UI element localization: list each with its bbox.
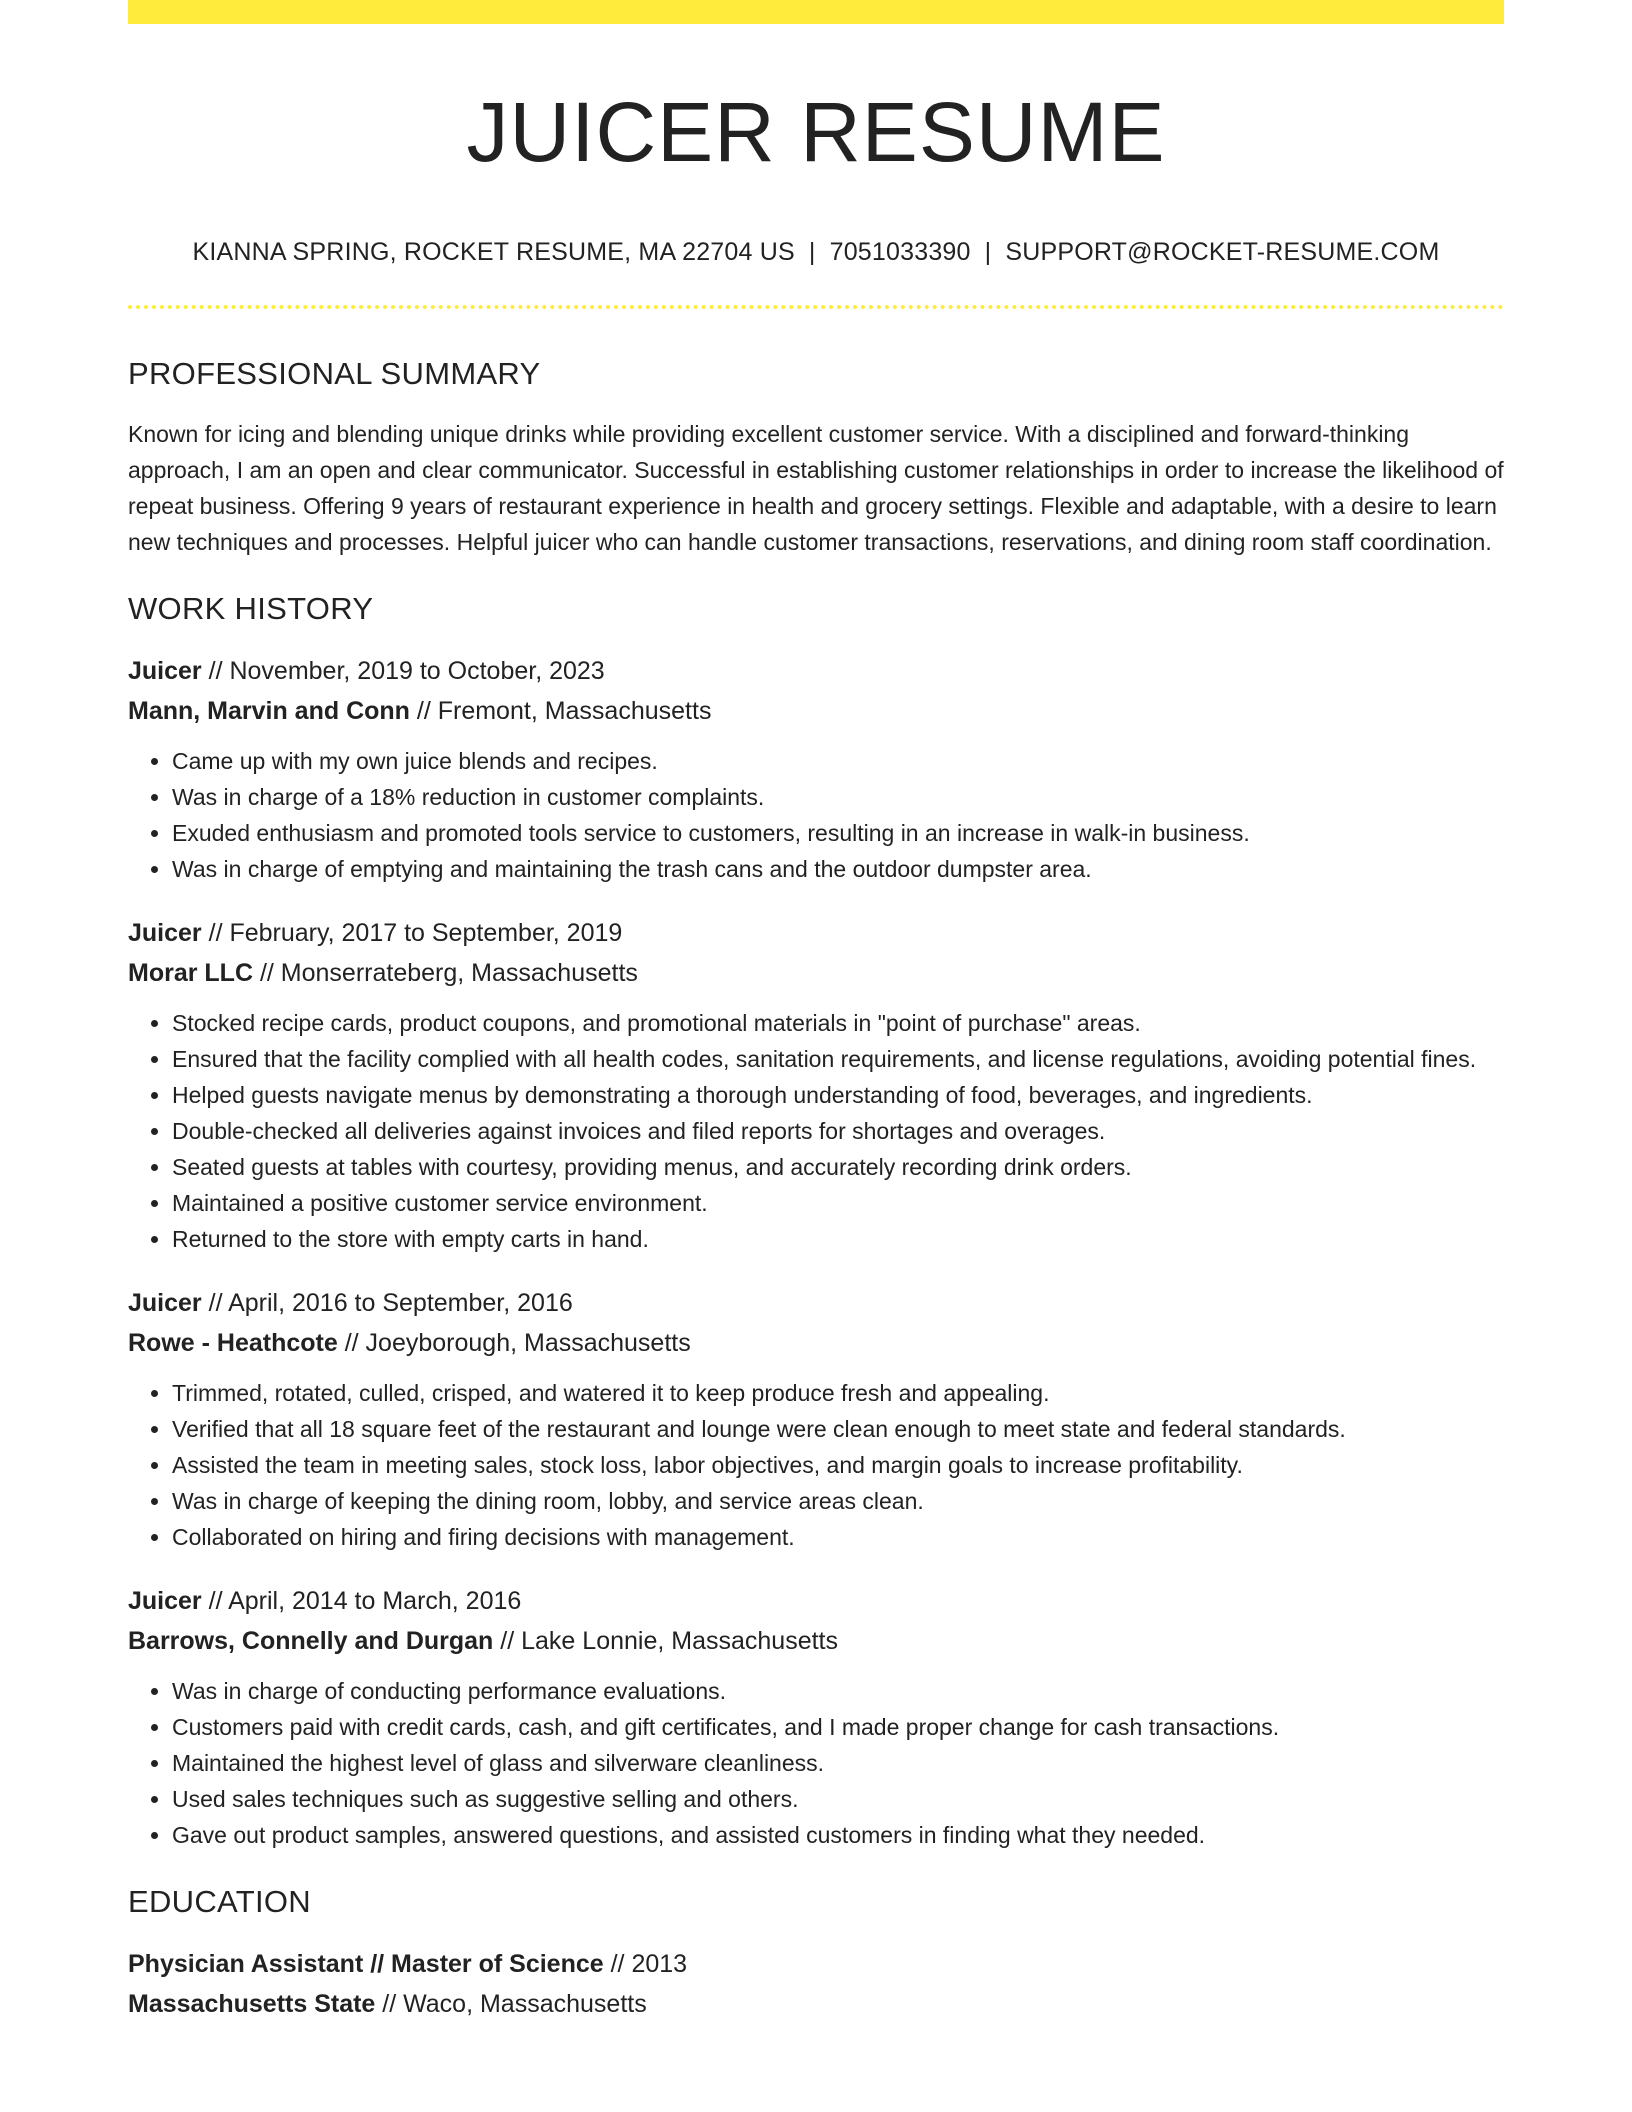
job-location: // Fremont, Massachusetts (409, 697, 712, 726)
resume-page (128, 0, 1504, 2024)
job-company-line (128, 953, 1504, 993)
job-bullets (128, 1673, 1504, 1853)
job-bullet: • Used sales techniques such as suggestive selling and others. (172, 1781, 1504, 1817)
job-bullet: • Helped guests navigate menus by demonstrating a thorough understanding of food, beverages, and ingredients. (172, 1077, 1504, 1113)
education-heading: EDUCATION (128, 1884, 311, 1920)
job-company: Barrows, Connelly and Durgan (128, 1627, 494, 1656)
education-entry (128, 1944, 1504, 2024)
education-school-line (128, 1984, 1504, 2024)
job-bullet: • Was in charge of conducting performance evaluations. (172, 1673, 1504, 1709)
work-history-heading: WORK HISTORY (128, 590, 374, 626)
job-bullet: • Verified that all 18 square feet of the restaurant and lounge were clean enough to meet state and federal standards. (172, 1411, 1504, 1447)
job-bullet: • Stocked recipe cards, product coupons, and promotional materials in "point of purchase" areas. (172, 1005, 1504, 1041)
job-dates: // April, 2016 to September, 2016 (201, 1289, 573, 1318)
job-bullet: • Collaborated on hiring and firing decisions with management. (172, 1519, 1504, 1555)
job-dates: // November, 2019 to October, 2023 (201, 657, 605, 686)
job-bullet: • Maintained the highest level of glass and silverware cleanliness. (172, 1745, 1504, 1781)
job-entry (128, 1283, 1504, 1555)
job-entry (128, 651, 1504, 887)
job-company-line (128, 691, 1504, 731)
job-title: Juicer (128, 1289, 202, 1318)
job-company: Rowe - Heathcote (128, 1329, 338, 1358)
job-bullet: • Was in charge of emptying and maintaining the trash cans and the outdoor dumpster area. (172, 851, 1504, 887)
job-entry (128, 1581, 1504, 1853)
job-company: Morar LLC (128, 959, 253, 988)
job-bullet: • Assisted the team in meeting sales, stock loss, labor objectives, and margin goals to increase profitability. (172, 1447, 1504, 1483)
job-bullet: • Customers paid with credit cards, cash, and gift certificates, and I made proper change for cash transactions. (172, 1709, 1504, 1745)
job-entry (128, 913, 1504, 1257)
contact-email: SUPPORT@ROCKET-RESUME.COM (1005, 237, 1440, 266)
job-bullet: • Returned to the store with empty carts in hand. (172, 1221, 1504, 1257)
job-title: Juicer (128, 1587, 202, 1616)
job-title-line (128, 1581, 1504, 1621)
job-title: Juicer (128, 919, 202, 948)
job-bullet: • Trimmed, rotated, culled, crisped, and watered it to keep produce fresh and appealing. (172, 1375, 1504, 1411)
dotted-divider (128, 305, 1504, 309)
job-bullet: • Seated guests at tables with courtesy, providing menus, and accurately recording drink orders. (172, 1149, 1504, 1185)
job-company-line (128, 1621, 1504, 1661)
top-accent-bar (128, 0, 1504, 24)
education-school: Massachusetts State (128, 1990, 376, 2019)
resume-title: JUICER RESUME (466, 85, 1166, 179)
job-location: // Joeyborough, Massachusetts (337, 1329, 691, 1358)
contact-line (128, 237, 1504, 267)
job-bullet: • Maintained a positive customer service environment. (172, 1185, 1504, 1221)
job-bullet: • Was in charge of a 18% reduction in customer complaints. (172, 779, 1504, 815)
education-degree: Physician Assistant // Master of Science (128, 1950, 604, 1979)
job-dates: // February, 2017 to September, 2019 (201, 919, 623, 948)
contact-phone: 7051033390 (829, 237, 971, 266)
education-degree-line (128, 1944, 1504, 1984)
summary-text: Known for icing and blending unique drinks while providing excellent customer service. With a disciplined and forward-thinking approach, I am an open and clear communicator. Successful in establishing customer relationships in order to increase the likelihood of repeat business. Offering 9 years of restaurant experience in health and grocery settings. Flexible and adaptable, with a desire to learn new techniques and processes. Helpful juicer who can handle customer transactions, reservations, and dining room staff coordination. (128, 420, 1504, 555)
job-title-line (128, 651, 1504, 691)
job-location: // Lake Lonnie, Massachusetts (493, 1627, 838, 1656)
job-bullets (128, 743, 1504, 887)
job-bullet: • Gave out product samples, answered questions, and assisted customers in finding what they needed. (172, 1817, 1504, 1853)
job-bullet: • Exuded enthusiasm and promoted tools service to customers, resulting in an increase in walk-in business. (172, 815, 1504, 851)
education-year: // 2013 (603, 1950, 688, 1979)
job-title-line (128, 913, 1504, 953)
job-bullet: • Was in charge of keeping the dining room, lobby, and service areas clean. (172, 1483, 1504, 1519)
contact-address: KIANNA SPRING, ROCKET RESUME, MA 22704 US (192, 237, 795, 266)
job-location: // Monserrateberg, Massachusetts (253, 959, 638, 988)
job-dates: // April, 2014 to March, 2016 (201, 1587, 522, 1616)
job-bullet: • Came up with my own juice blends and recipes. (172, 743, 1504, 779)
job-bullets (128, 1375, 1504, 1555)
contact-separator: | (984, 237, 992, 266)
job-bullet: • Double-checked all deliveries against invoices and filed reports for shortages and overages. (172, 1113, 1504, 1149)
contact-separator: | (808, 237, 816, 266)
job-title-line (128, 1283, 1504, 1323)
education-location: // Waco, Massachusetts (375, 1990, 647, 2019)
job-title: Juicer (128, 657, 202, 686)
job-company: Mann, Marvin and Conn (128, 697, 410, 726)
job-company-line (128, 1323, 1504, 1363)
job-bullets (128, 1005, 1504, 1257)
summary-heading: PROFESSIONAL SUMMARY (128, 355, 541, 391)
job-bullet: • Ensured that the facility complied with all health codes, sanitation requirements, and license regulations, avoiding potential fines. (172, 1041, 1504, 1077)
